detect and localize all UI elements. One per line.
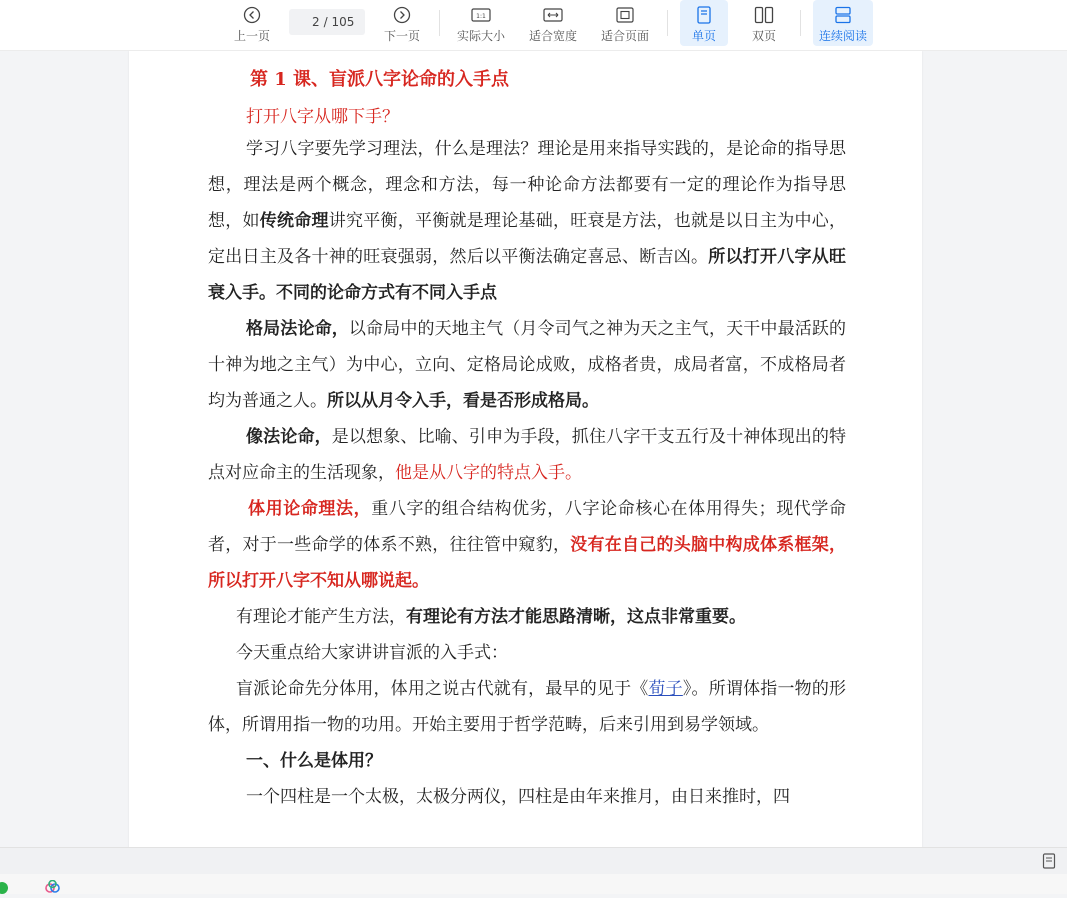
- actual-size-button[interactable]: [453, 0, 509, 46]
- double-page-label: 双页: [751, 29, 776, 43]
- viewer-toolbar: [0, 0, 1067, 51]
- status-bar: [0, 847, 1067, 875]
- next-page-label: 下一页: [383, 29, 420, 43]
- paragraph: 有理论才能产生方法，有理论有方法才能思路清晰，这点非常重要。: [236, 607, 746, 627]
- page-view-icon[interactable]: [1042, 853, 1056, 873]
- paragraph: 学习八字要先学习理法，什么是理法？理论是用来指导实践的，是论命的指导思想，理法是两个概念，理念和方法，每一种论命方法都要有一定的理论作为指导思想，如传统命理讲究平衡，平衡就是理论基础，旺衰是方法，也就是以日主为中心，定出日主及各十神的旺衰强弱，然后以平衡法确定喜忌、断吉凶。所以打开八字从旺衰入手。不同的论命方式有不同入手点: [208, 139, 846, 303]
- toolbar-divider: [439, 10, 440, 36]
- actual-size-icon: [471, 5, 491, 25]
- single-page-button[interactable]: [680, 0, 728, 46]
- lesson-title: 第 1 课、盲派八字论命的入手点: [250, 69, 510, 90]
- document-viewer[interactable]: [0, 51, 1067, 847]
- fit-page-icon: [615, 5, 635, 25]
- continuous-reading-icon: [834, 5, 852, 25]
- next-page-button[interactable]: [380, 0, 424, 46]
- paragraph: 像法论命，是以想象、比喻、引申为手段，抓住八字干支五行及十神体现出的特点对应命主的生活现象，他是从八字的特点入手。: [208, 427, 847, 483]
- actual-size-label: 实际大小: [456, 29, 505, 43]
- paragraph: 今天重点给大家讲讲盲派的入手式：: [236, 643, 508, 663]
- fit-page-button[interactable]: [597, 0, 653, 46]
- fit-width-button[interactable]: [525, 0, 581, 46]
- taskbar: [0, 874, 1067, 894]
- continuous-reading-label: 连续阅读: [818, 29, 867, 43]
- app-icon[interactable]: [44, 879, 62, 898]
- page-number-input[interactable]: [300, 15, 320, 29]
- fit-width-icon: [543, 5, 563, 25]
- toolbar-divider: [800, 10, 801, 36]
- fit-width-label: 适合宽度: [528, 29, 577, 43]
- continuous-reading-button[interactable]: [813, 0, 873, 46]
- fit-page-label: 适合页面: [600, 29, 649, 43]
- single-page-icon: [696, 5, 712, 25]
- double-page-button[interactable]: [742, 0, 786, 46]
- toolbar-divider: [667, 10, 668, 36]
- section-subtitle: 打开八字从哪下手？: [246, 107, 399, 127]
- chevron-right-circle-icon: [393, 5, 411, 25]
- prev-page-button[interactable]: [230, 0, 274, 46]
- chevron-left-circle-icon: [243, 5, 261, 25]
- paragraph: 一个四柱是一个太极，太极分两仪，四柱是由年来推月，由日来推时，四: [246, 787, 790, 807]
- single-page-label: 单页: [691, 29, 716, 43]
- prev-page-label: 上一页: [233, 29, 270, 43]
- page-content: [208, 65, 846, 815]
- paragraph: 格局法论命，以命局中的天地主气（月令司气之神为天之主气，天干中最活跃的十神为地之主气）为中心，立向、定格局论成败，成格者贵，成局者富，不成格局者均为普通之人。所以从月令入手，看是否形成格局。: [208, 319, 847, 411]
- page-indicator: [289, 9, 365, 35]
- paragraph: 体用论命理法，重八字的组合结构优劣，八字论命核心在体用得失；现代学命者，对于一些命学的体系不熟，往往管中窥豹，没有在自己的头脑中构成体系框架，所以打开八字不知从哪说起。: [208, 499, 847, 591]
- paragraph: 盲派论命先分体用，体用之说古代就有，最早的见于《荀子》。所谓体指一物的形体，所谓用指一物的功用。开始主要用于哲学范畴，后来引用到易学领域。: [208, 679, 847, 735]
- svg-text:1:1: 1:1: [476, 13, 486, 20]
- xunzi-link[interactable]: 荀子: [648, 679, 683, 699]
- section-heading: 一、什么是体用？: [246, 751, 382, 771]
- total-pages: / 105: [323, 15, 355, 29]
- wechat-icon[interactable]: [0, 879, 12, 898]
- document-page: [129, 51, 922, 847]
- double-page-icon: [754, 5, 774, 25]
